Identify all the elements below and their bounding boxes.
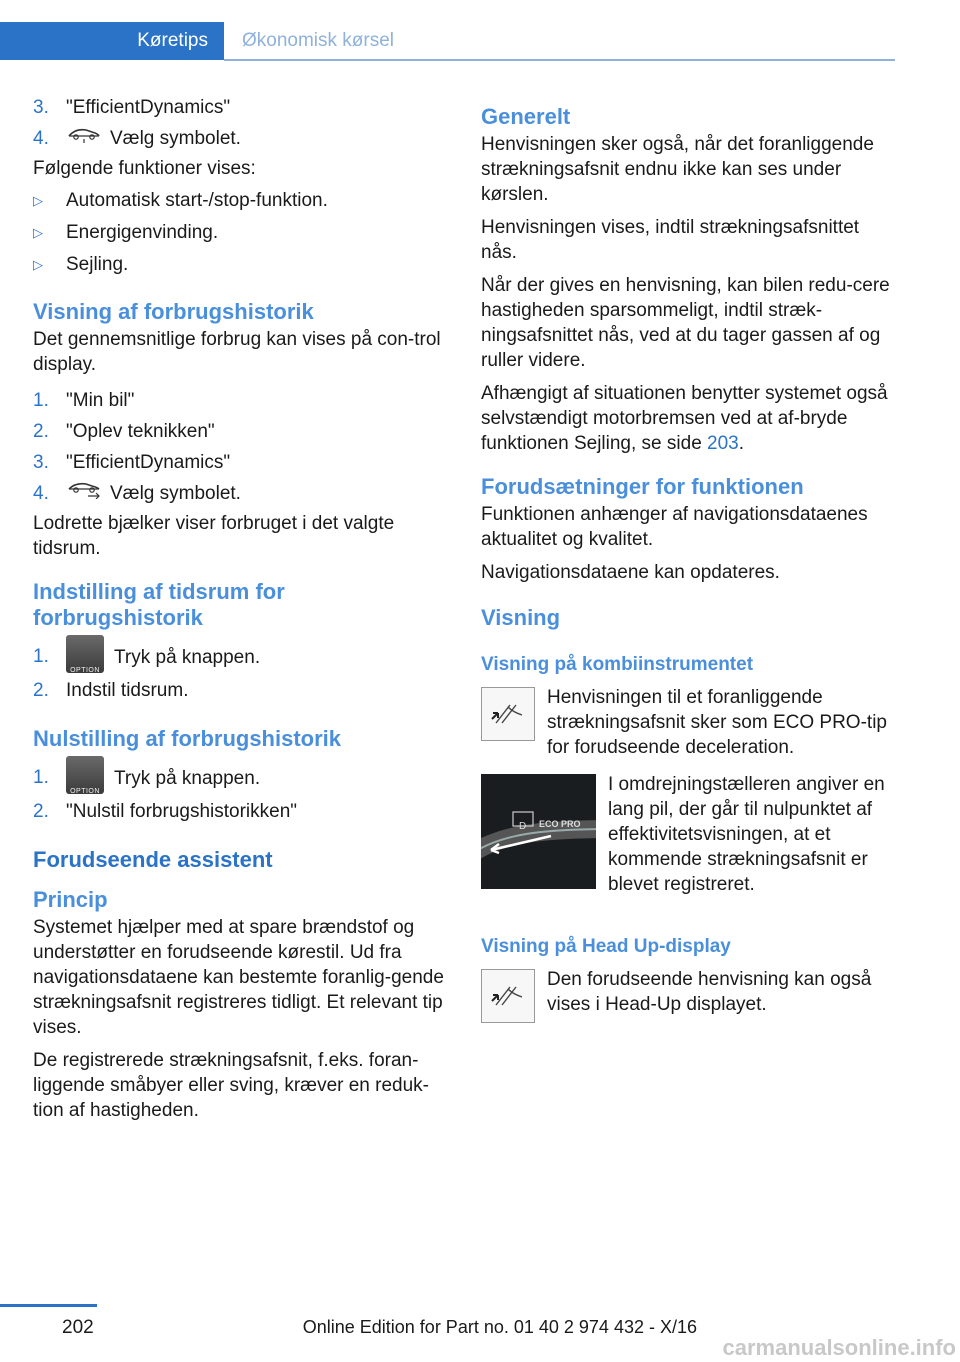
paragraph: Systemet hjælper med at spare brændstof og understøtter en forudseende kørestil. Ud fra navigationsdataene kan bestemte foranlig-gende strækningsafsnit registreres tidligt. Et relevant tip vises. xyxy=(33,917,444,1038)
list-number: 4. xyxy=(33,483,49,504)
list-item xyxy=(33,416,448,447)
list-text: Tryk på knappen. xyxy=(114,647,261,668)
paragraph-text: . xyxy=(738,433,745,454)
bullet-item xyxy=(33,249,448,281)
tab-oekonomisk-koersel[interactable]: Økonomisk kørsel xyxy=(242,30,395,51)
list-text: "EfficientDynamics" xyxy=(66,452,231,473)
list-text: Vælg symbolet. xyxy=(110,483,241,504)
paragraph: Henvisningen vises, indtil strækningsafsnittet nås. xyxy=(481,217,860,263)
list-number: 3. xyxy=(33,97,49,118)
tachometer-figure-row xyxy=(481,772,895,897)
list-number: 2. xyxy=(33,801,49,822)
heading-history: Visning af forbrugshistorik xyxy=(33,299,314,324)
paragraph: I omdrejningstælleren angiver en lang pil, der går til nulpunktet af effektivitetsvisningen, at et kommende strækningsafsnit er blevet registreret. xyxy=(608,774,885,895)
option-button-icon xyxy=(66,635,104,673)
heading-principle: Princip xyxy=(33,887,108,912)
heading-assistant: Forudseende assistent xyxy=(33,847,273,872)
photo-mode-label: ECO PRO xyxy=(539,819,581,829)
paragraph: Henvisningen til et foranliggende strækningsafsnit sker som ECO PRO-tip for forudseende deceleration. xyxy=(547,687,887,758)
list-number: 1. xyxy=(33,646,49,667)
eco-road-tip-icon xyxy=(481,969,535,1023)
list-text: "Min bil" xyxy=(66,390,135,411)
paragraph: Navigationsdataene kan opdateres. xyxy=(481,562,780,583)
list-item xyxy=(33,796,448,827)
hud-figure-row xyxy=(481,967,895,1023)
option-button-label: OPTION xyxy=(70,667,100,674)
header-rule xyxy=(224,59,895,61)
list-text: "Oplev teknikken" xyxy=(66,421,215,442)
footer-rule xyxy=(0,1304,97,1307)
eco-road-tip-icon xyxy=(481,687,535,741)
paragraph xyxy=(481,381,895,456)
bullet-item xyxy=(33,185,448,217)
list-text: Tryk på knappen. xyxy=(114,768,261,789)
list-number: 1. xyxy=(33,767,49,788)
paragraph: Lodrette bjælker viser forbruget i det valgte tidsrum. xyxy=(33,513,395,559)
heading-reset: Nulstilling af forbrugshistorik xyxy=(33,726,342,751)
heading-general: Generelt xyxy=(481,104,571,129)
list-number: 1. xyxy=(33,390,49,411)
edition-text: Online Edition for Part no. 01 40 2 974 432 - X/16 xyxy=(302,1317,697,1337)
heading-period: Indstilling af tidsrum for forbrugshistorik xyxy=(33,579,285,630)
list-text: "EfficientDynamics" xyxy=(66,97,231,118)
page-number: 202 xyxy=(62,1317,94,1338)
paragraph: Henvisningen sker også, når det foranliggende strækningsafsnit endnu ikke kan ses under kørslen. xyxy=(481,134,874,205)
bullet-item xyxy=(33,217,448,249)
list-number: 2. xyxy=(33,680,49,701)
option-button-label: OPTION xyxy=(70,788,100,795)
list-item xyxy=(33,478,448,509)
list-text: "Nulstil forbrugshistorikken" xyxy=(66,801,298,822)
paragraph: Den forudseende henvisning kan også vises i Head-Up displayet. xyxy=(547,969,872,1015)
watermark: carmanualsonline.info xyxy=(722,1335,956,1360)
list-number: 4. xyxy=(33,128,49,149)
paragraph: Det gennemsnitlige forbrug kan vises på con-trol display. xyxy=(33,329,441,375)
triangle-bullet-icon: ▷ xyxy=(33,257,43,272)
heading-kombi: Visning på kombiinstrumentet xyxy=(481,654,754,675)
heading-display: Visning xyxy=(481,605,561,630)
list-item xyxy=(33,123,448,154)
car-efficiency-icon xyxy=(66,123,102,154)
list-text: Vælg symbolet. xyxy=(110,128,241,149)
bullet-text: Energigenvinding. xyxy=(66,222,219,243)
bullet-text: Automatisk start-/stop-funktion. xyxy=(66,190,328,211)
list-item xyxy=(33,385,448,416)
list-item xyxy=(33,756,448,796)
list-number: 3. xyxy=(33,452,49,473)
option-button-icon xyxy=(66,756,104,794)
list-item xyxy=(33,447,448,478)
list-item xyxy=(33,635,448,675)
paragraph: De registrerede strækningsafsnit, f.eks. foran-liggende småbyer eller sving, kræver en reduk-tion af hastigheden. xyxy=(33,1050,430,1121)
page-header xyxy=(0,0,895,60)
functions-intro: Følgende funktioner vises: xyxy=(33,158,256,179)
triangle-bullet-icon: ▷ xyxy=(33,193,43,208)
photo-gear-label: D xyxy=(519,821,527,832)
tachometer-photo xyxy=(481,774,596,889)
list-text: Indstil tidsrum. xyxy=(66,680,189,701)
heading-hud: Visning på Head Up-display xyxy=(481,936,731,957)
list-number: 2. xyxy=(33,421,49,442)
right-column xyxy=(481,98,895,1023)
paragraph: Funktionen anhænger af navigationsdataenes aktualitet og kvalitet. xyxy=(481,504,868,550)
tab-koeretips[interactable]: Køretips xyxy=(0,22,224,60)
kombi-figure-row xyxy=(481,685,895,760)
triangle-bullet-icon: ▷ xyxy=(33,225,43,240)
bullet-text: Sejling. xyxy=(66,254,129,275)
page-link[interactable]: 203 xyxy=(707,433,739,454)
paragraph-text: Afhængigt af situationen benytter systemet også selvstændigt motorbremsen ved at af-bryde funktionen Sejling, se side xyxy=(481,383,888,454)
left-column xyxy=(33,98,448,1131)
paragraph: Når der gives en henvisning, kan bilen redu-cere hastigheden sparsommeligt, indtil stræk-ningsafsnittet nås, ved at du tager gassen af og ruller videre. xyxy=(481,275,890,371)
list-item xyxy=(33,92,448,123)
list-item xyxy=(33,675,448,706)
car-history-icon xyxy=(66,478,102,509)
heading-requirements: Forudsætninger for funktionen xyxy=(481,474,804,499)
